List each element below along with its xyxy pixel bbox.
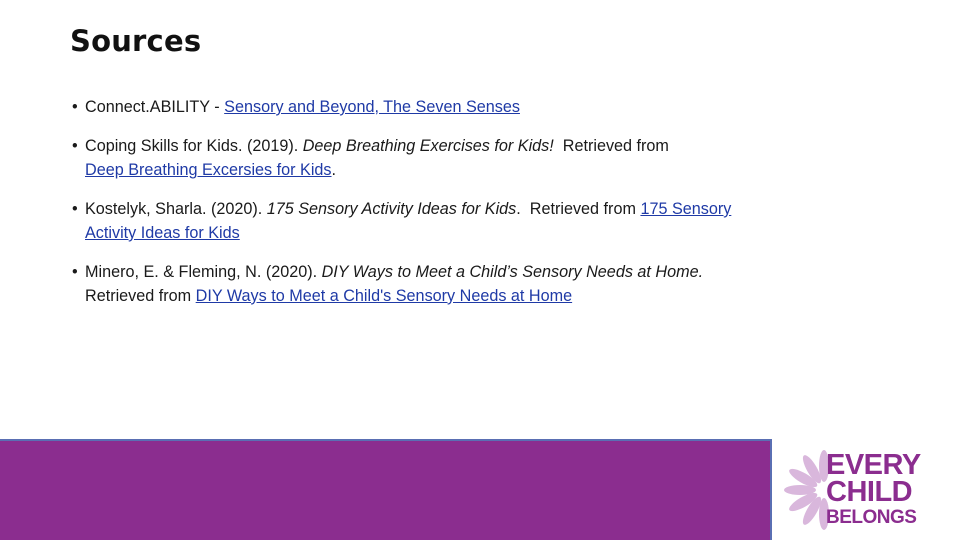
- footer-band: [0, 439, 772, 540]
- source-link-diy-ways[interactable]: DIY Ways to Meet a Child's Sensory Needs at Home: [195, 287, 573, 305]
- source-tail: .: [331, 161, 337, 179]
- bullet: •: [72, 200, 78, 218]
- source-retrieved: Retrieved from: [553, 137, 674, 155]
- logo-line-child: CHILD: [826, 476, 913, 508]
- source-link-deep-breathing[interactable]: Deep Breathing Excersies for Kids: [85, 161, 332, 179]
- source-lead: Minero, E. & Fleming, N. (2020).: [85, 263, 322, 281]
- source-link-sensory-beyond[interactable]: Sensory and Beyond, The Seven Senses: [224, 98, 520, 116]
- slide-title: Sources: [70, 24, 202, 58]
- source-title: Deep Breathing Exercises for Kids!: [302, 137, 554, 155]
- bullet: •: [72, 137, 78, 155]
- logo-line-every: EVERY: [826, 449, 921, 481]
- source-item: [72, 95, 752, 119]
- source-item: [72, 260, 752, 308]
- bullet: •: [72, 98, 78, 116]
- every-child-belongs-logo: [782, 448, 942, 530]
- source-lead: Connect.ABILITY -: [85, 98, 225, 116]
- source-item: [72, 197, 752, 245]
- sources-list: [72, 95, 752, 323]
- logo-line-belongs: BELONGS: [826, 507, 917, 528]
- bullet: •: [72, 263, 78, 281]
- source-lead: Kostelyk, Sharla. (2020).: [85, 200, 267, 218]
- source-retrieved: Retrieved from: [85, 263, 713, 305]
- source-link-sensory-activity[interactable]: 175 Sensory Activity Ideas for Kids: [85, 200, 732, 242]
- source-retrieved: . Retrieved from: [516, 200, 641, 218]
- source-title: DIY Ways to Meet a Child’s Sensory Needs at Home.: [321, 263, 704, 281]
- source-lead: Coping Skills for Kids. (2019).: [85, 137, 303, 155]
- source-item: [72, 134, 752, 182]
- source-title: 175 Sensory Activity Ideas for Kids: [266, 200, 517, 218]
- logo-wordmark: [826, 449, 921, 528]
- flower-petals-icon: [782, 450, 832, 530]
